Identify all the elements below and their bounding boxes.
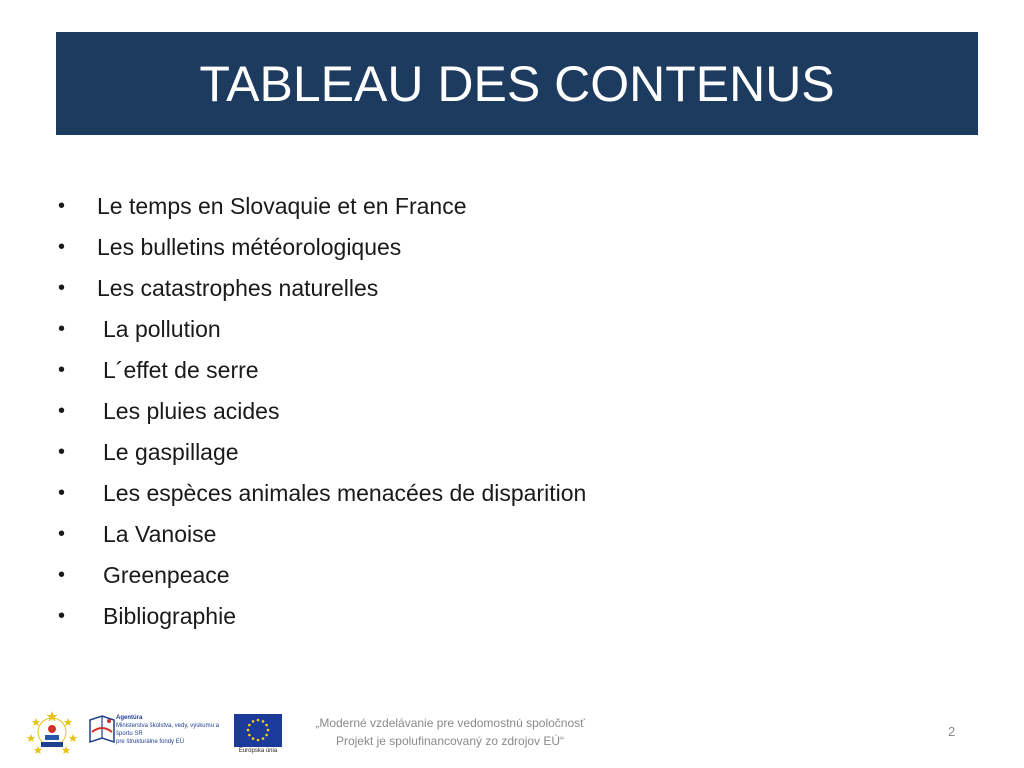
list-item bbox=[56, 268, 956, 309]
eu-flag-icon bbox=[234, 714, 282, 747]
footer-line-2: Projekt je spolufinancovaný zo zdrojov EÚ“ bbox=[335, 734, 565, 748]
book-icon bbox=[88, 712, 116, 748]
bullet-icon: • bbox=[58, 523, 66, 545]
eu-label: Európska únia bbox=[238, 748, 278, 754]
slide-footer bbox=[0, 700, 1024, 768]
list-item-text: Les catastrophes naturelles bbox=[97, 275, 379, 301]
eu-logo bbox=[234, 714, 282, 758]
list-item bbox=[56, 350, 956, 391]
bullet-icon: • bbox=[58, 277, 66, 299]
list-item bbox=[56, 596, 956, 637]
agency-text bbox=[116, 714, 226, 746]
list-item bbox=[56, 473, 956, 514]
table-of-contents-list bbox=[56, 186, 956, 637]
bullet-icon: • bbox=[58, 400, 66, 422]
agency-ministry: Ministerstva školstva, vedy, výskumu a športu SR bbox=[116, 723, 219, 737]
list-item bbox=[56, 227, 956, 268]
bullet-icon: • bbox=[58, 564, 66, 586]
agency-funds: pre štrukturálne fondy EÚ bbox=[116, 739, 185, 745]
list-item bbox=[56, 186, 956, 227]
list-item-text: La pollution bbox=[103, 316, 221, 342]
list-item-text: Greenpeace bbox=[103, 562, 230, 588]
page-number: 2 bbox=[948, 724, 956, 739]
bullet-icon: • bbox=[58, 605, 66, 627]
bullet-icon: • bbox=[58, 482, 66, 504]
list-item-text: Les bulletins météorologiques bbox=[97, 234, 402, 260]
bullet-icon: • bbox=[58, 359, 66, 381]
list-item-text: L´effet de serre bbox=[103, 357, 259, 383]
list-item bbox=[56, 391, 956, 432]
footer-line-1: „Moderné vzdelávanie pre vedomostnú spoločnosť bbox=[315, 716, 585, 730]
bullet-icon: • bbox=[58, 441, 66, 463]
list-item bbox=[56, 514, 956, 555]
agency-logo bbox=[88, 712, 223, 748]
list-item-text: La Vanoise bbox=[103, 521, 217, 547]
list-item-text: Le temps en Slovaquie et en France bbox=[97, 193, 467, 219]
bullet-icon: • bbox=[58, 318, 66, 340]
footer-caption bbox=[300, 714, 600, 750]
list-item bbox=[56, 555, 956, 596]
slide-title: TABLEAU DES CONTENUS bbox=[199, 55, 835, 112]
list-item-text: Les espèces animales menacées de disparition bbox=[103, 480, 587, 506]
agency-title: Agentúra bbox=[116, 715, 143, 721]
bullet-icon: • bbox=[58, 195, 66, 217]
list-item-text: Les pluies acides bbox=[103, 398, 280, 424]
list-item bbox=[56, 432, 956, 473]
bullet-icon: • bbox=[58, 236, 66, 258]
title-banner bbox=[56, 32, 978, 135]
program-emblem-icon bbox=[24, 708, 80, 760]
list-item-text: Bibliographie bbox=[103, 603, 236, 629]
list-item bbox=[56, 309, 956, 350]
list-item-text: Le gaspillage bbox=[103, 439, 239, 465]
